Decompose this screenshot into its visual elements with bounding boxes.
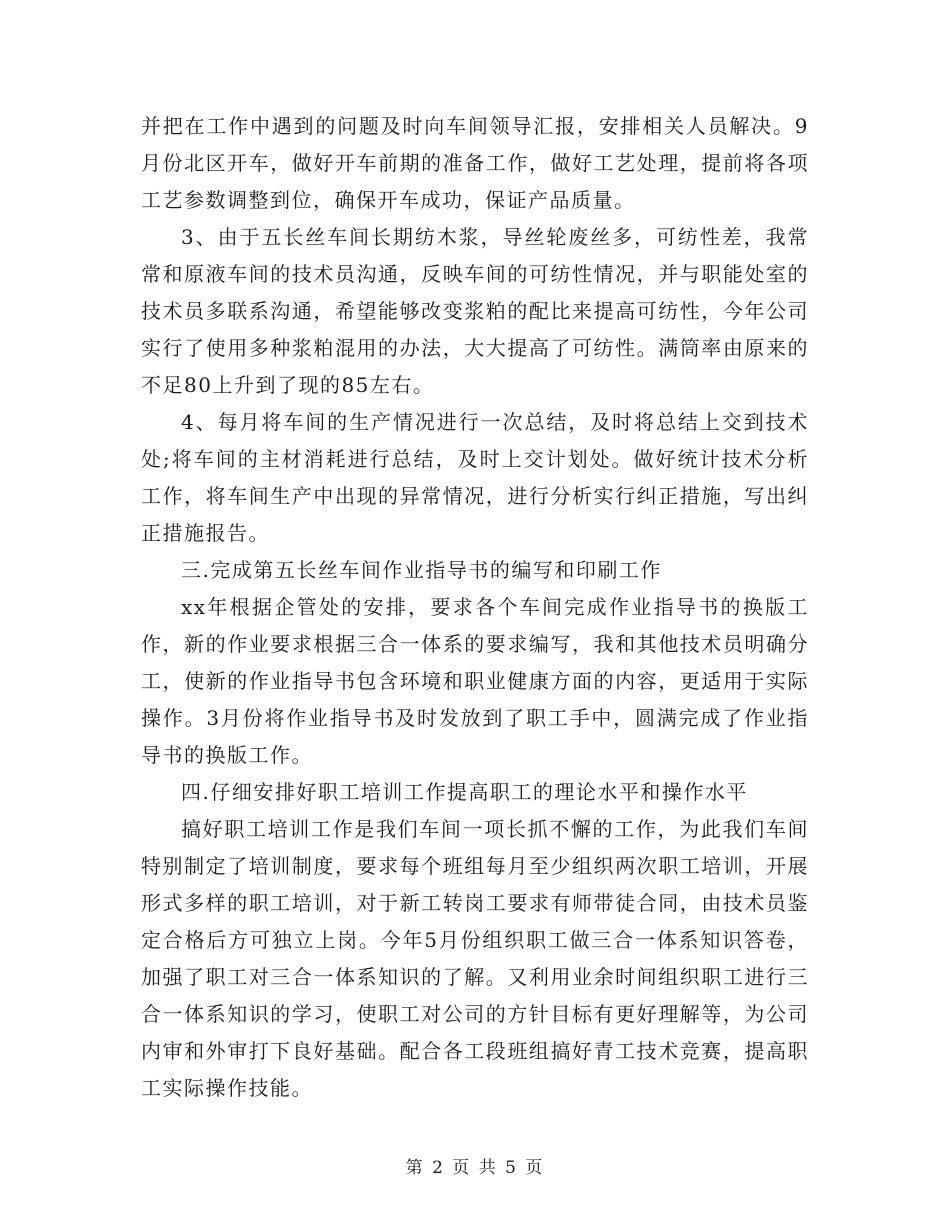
paragraph-continued: 并把在工作中遇到的问题及时向车间领导汇报，安排相关人员解决。9月份北区开车，做好开车前期的准备工作，做好工艺处理，提前将各项工艺参数调整到位，确保开车成功，保证产品质量。 [141,114,809,212]
page-footer [0,1153,950,1178]
document-body [141,108,809,1107]
section-heading-4: 四.仔细安排好职工培训工作提高职工的理论水平和操作水平 [181,780,748,804]
paragraph-section-4: 搞好职工培训工作是我们车间一项长抓不懈的工作，为此我们车间特别制定了培训制度，要求每个班组每月至少组织两次职工培训，开展形式多样的职工培训，对于新工转岗工要求有师带徒合同，由技术员鉴定合格后方可独立上岗。今年5月份组织职工做三合一体系知识答卷，加强了职工对三合一体系知识的了解。又利用业余时间组织职工进行三合一体系知识的学习，使职工对公司的方针目标有更好理解等，为公司内审和外审打下良好基础。配合各工段班组搞好青工技术竞赛，提高职工实际操作技能。 [141,817,809,1100]
section-heading-3: 三.完成第五长丝车间作业指导书的编写和印刷工作 [181,558,662,582]
paragraph-section-3: xx年根据企管处的安排，要求各个车间完成作业指导书的换版工作，新的作业要求根据三合一体系的要求编写，我和其他技术员明确分工，使新的作业指导书包含环境和职业健康方面的内容，更适用于实际操作。3月份将作业指导书及时发放到了职工手中，圆满完成了作业指导书的换版工作。 [141,595,809,767]
paragraph-item-4: 4、每月将车间的生产情况进行一次总结，及时将总结上交到技术处;将车间的主材消耗进行总结，及时上交计划处。做好统计技术分析工作，将车间生产中出现的异常情况，进行分析实行纠正措施，写出纠正措施报告。 [141,410,809,545]
paragraph-item-3: 3、由于五长丝车间长期纺木浆，导丝轮废丝多，可纺性差，我常常和原液车间的技术员沟通，反映车间的可纺性情况，并与职能处室的技术员多联系沟通，希望能够改变浆粕的配比来提高可纺性，今年公司实行了使用多种浆粕混用的办法，大大提高了可纺性。满筒率由原来的不足80上升到了现的85左右。 [141,225,809,397]
page-number: 第 2 页 共 5 页 [405,1158,545,1178]
